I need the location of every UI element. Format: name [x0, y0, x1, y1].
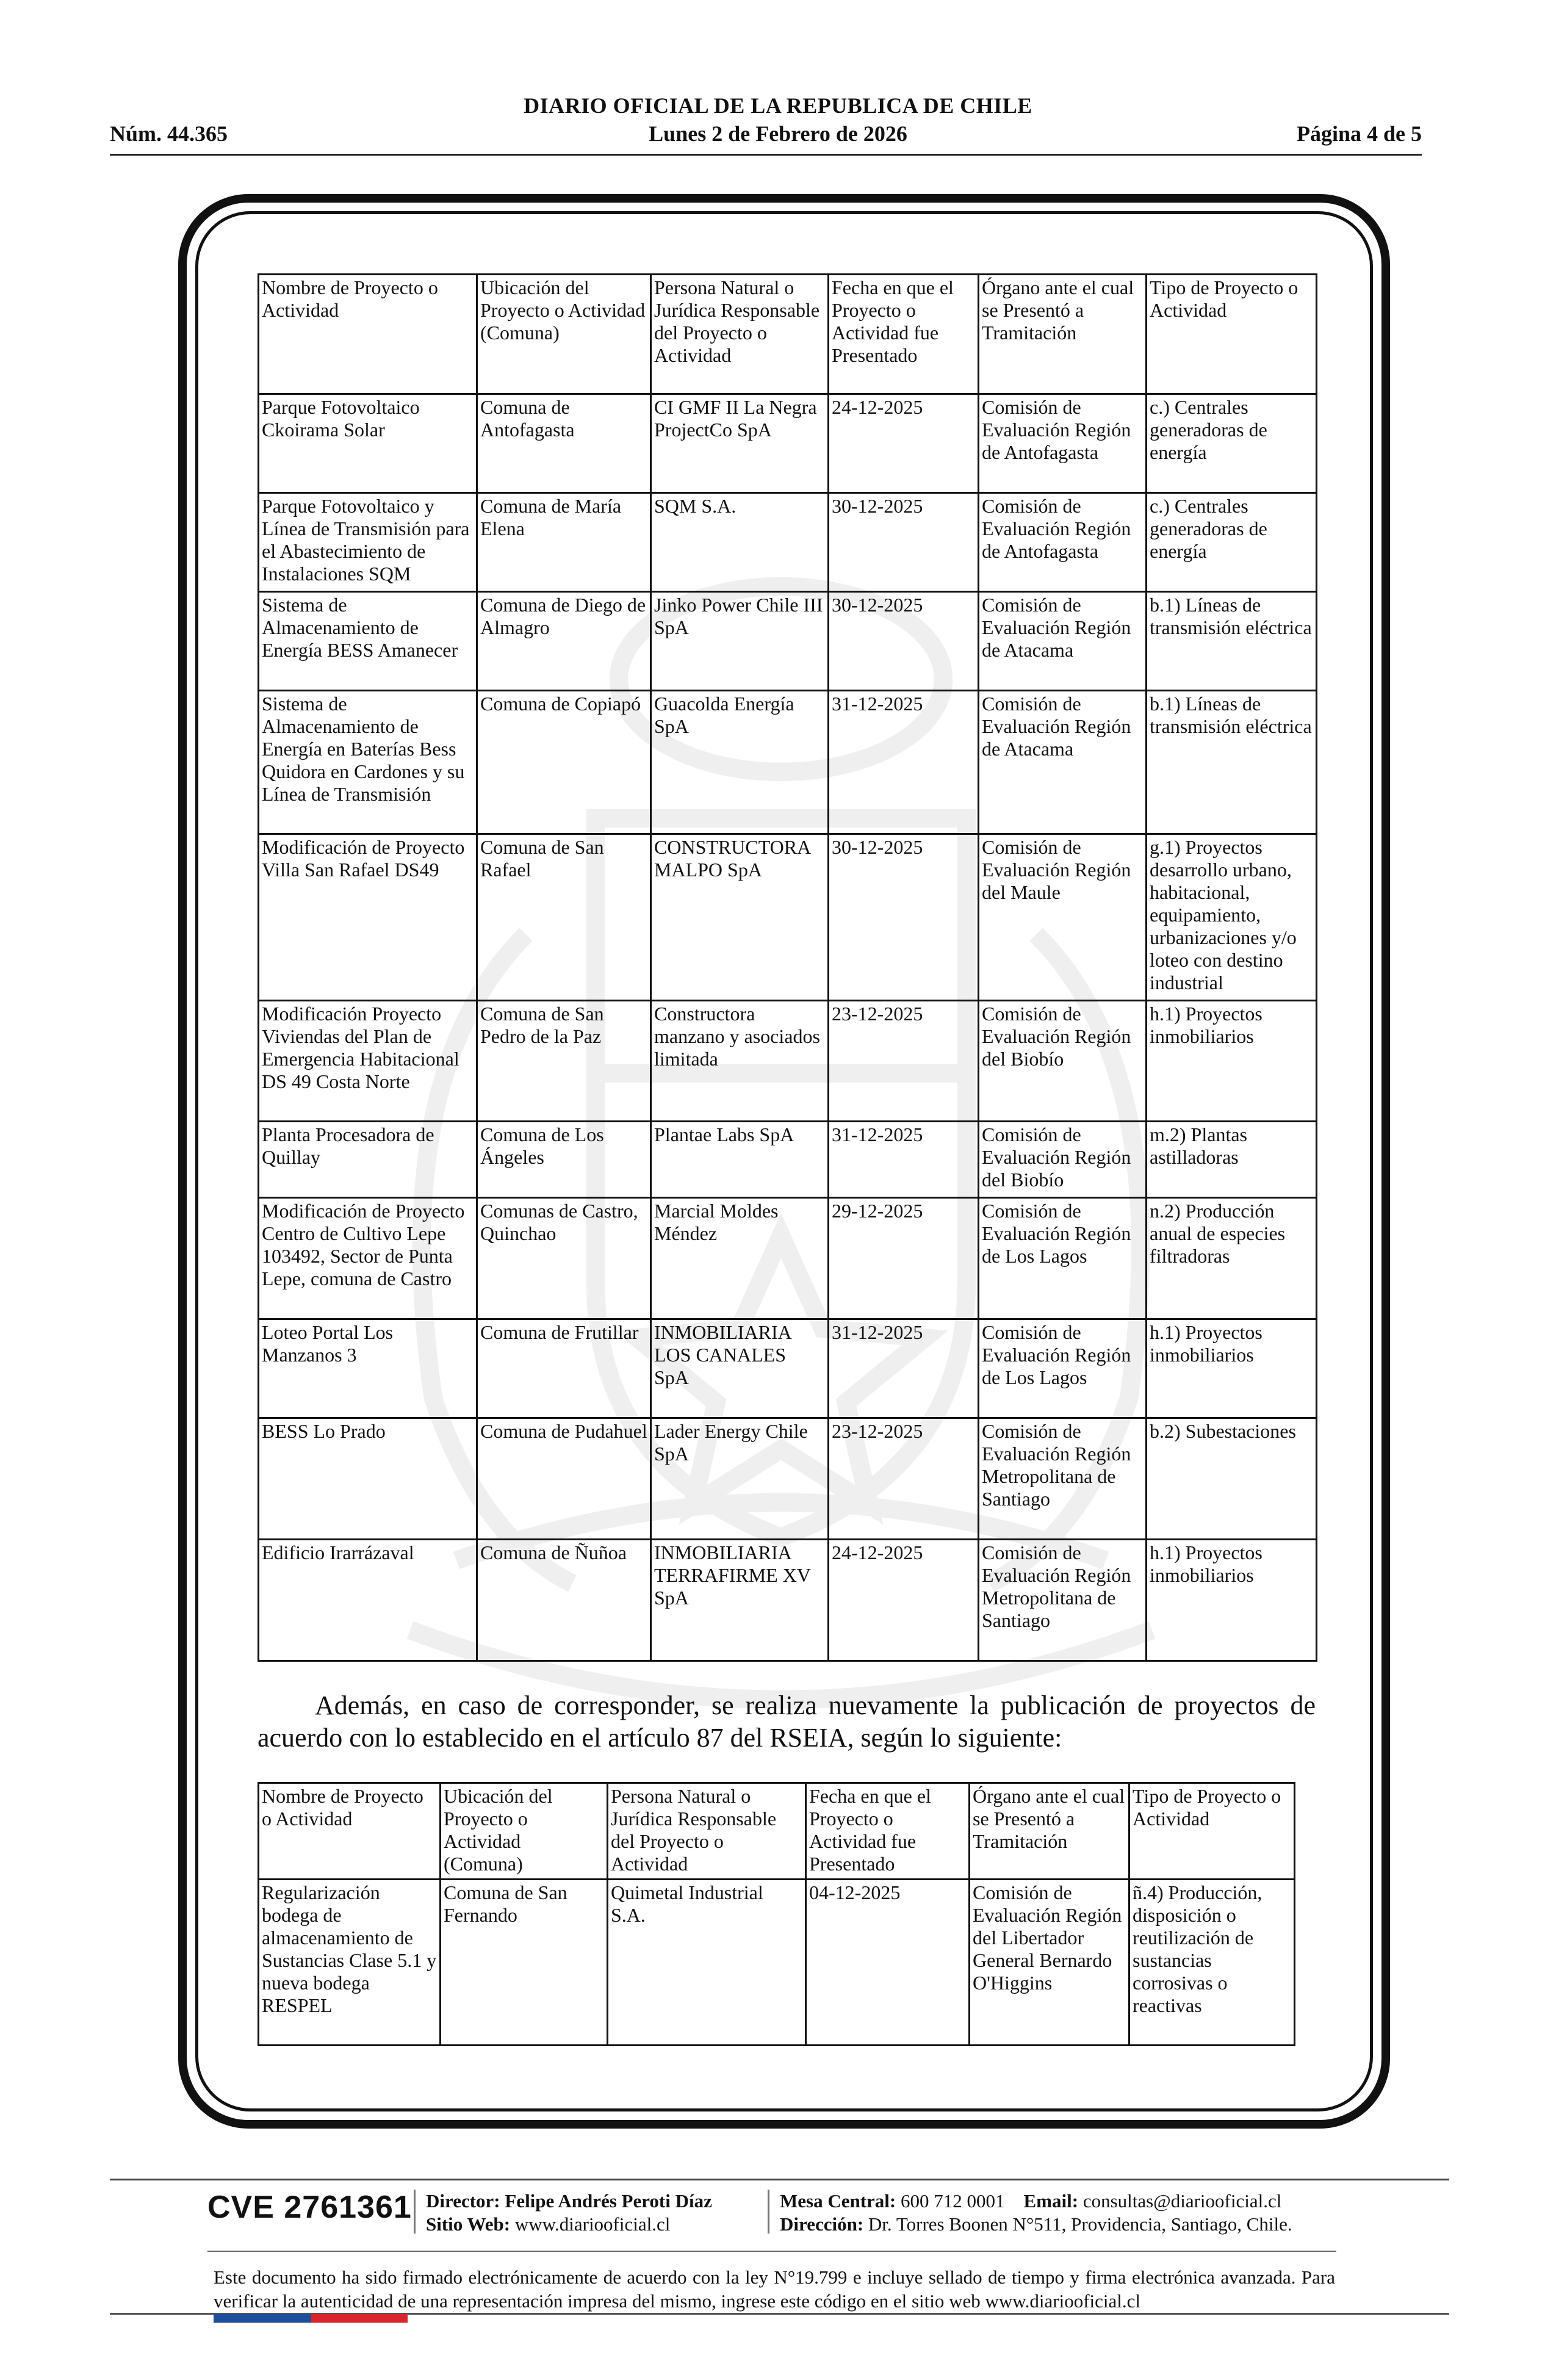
project-date: 23-12-2025 — [829, 1001, 979, 1122]
project-organ: Comisión de Evaluación Región de Los Lagos — [979, 1319, 1147, 1418]
project-organ: Comisión de Evaluación Región Metropolitana de Santiago — [979, 1418, 1147, 1540]
project-owner: SQM S.A. — [651, 493, 829, 592]
projects-table — [258, 273, 1317, 1662]
project-date: 30-12-2025 — [829, 493, 979, 592]
project-type: h.1) Proyectos inmobiliarios — [1147, 1540, 1317, 1661]
project-date: 23-12-2025 — [829, 1418, 979, 1540]
email-label: Email: — [1023, 2190, 1079, 2212]
issue-number: Núm. 44.365 — [110, 121, 228, 146]
header-cell: Nombre de Proyecto o Actividad — [259, 1783, 441, 1880]
page-indicator: Página 4 de 5 — [1296, 121, 1422, 146]
project-owner: INMOBILIARIA TERRAFIRME XV SpA — [651, 1540, 829, 1661]
footer-separator — [414, 2190, 416, 2234]
project-owner: Guacolda Energía SpA — [651, 691, 829, 834]
project-date: 29-12-2025 — [829, 1198, 979, 1319]
project-date: 31-12-2025 — [829, 691, 979, 834]
project-organ: Comisión de Evaluación Región de Los Lagos — [979, 1198, 1147, 1319]
project-organ: Comisión de Evaluación Región del Biobío — [979, 1122, 1147, 1198]
flag-stripe-blue — [214, 2314, 311, 2323]
footer-contact-block — [780, 2190, 1292, 2236]
project-name: Edificio Irarrázaval — [259, 1540, 477, 1661]
project-type: h.1) Proyectos inmobiliarios — [1147, 1001, 1317, 1122]
footer-divider-thin — [207, 2251, 1336, 2252]
art87-paragraph: Además, en caso de corresponder, se realiza nuevamente la publicación de proyectos de acuerdo con lo establecido en el artículo 87 del RSEIA, según lo siguiente: — [258, 1690, 1316, 1753]
project-organ: Comisión de Evaluación Región de Antofagasta — [979, 394, 1147, 493]
project-name: Modificación de Proyecto Centro de Cultivo Lepe 103492, Sector de Punta Lepe, comuna de Castro — [259, 1198, 477, 1319]
header-cell: Órgano ante el cual se Presentó a Tramitación — [970, 1783, 1129, 1880]
project-organ: Comisión de Evaluación Región del Maule — [979, 834, 1147, 1001]
project-type: ñ.4) Producción, disposición o reutilización de sustancias corrosivas o reactivas — [1129, 1880, 1295, 2046]
table-row — [259, 691, 1317, 834]
project-name: Parque Fotovoltaico y Línea de Transmisión para el Abastecimiento de Instalaciones SQM — [259, 493, 477, 592]
project-date: 04-12-2025 — [806, 1880, 970, 2046]
project-location: Comuna de San Rafael — [477, 834, 651, 1001]
project-organ: Comisión de Evaluación Región Metropolitana de Santiago — [979, 1540, 1147, 1661]
project-organ: Comisión de Evaluación Región del Libertador General Bernardo O'Higgins — [970, 1880, 1129, 2046]
table-row — [259, 394, 1317, 493]
project-location: Comuna de San Fernando — [441, 1880, 608, 2046]
project-type: c.) Centrales generadoras de energía — [1147, 493, 1317, 592]
project-date: 30-12-2025 — [829, 834, 979, 1001]
project-date: 24-12-2025 — [829, 1540, 979, 1661]
project-name: Sistema de Almacenamiento de Energía BESS Amanecer — [259, 592, 477, 691]
project-type: b.2) Subestaciones — [1147, 1418, 1317, 1540]
table-row — [259, 1122, 1317, 1198]
project-name: Modificación Proyecto Viviendas del Plan de Emergencia Habitacional DS 49 Costa Norte — [259, 1001, 477, 1122]
issue-date: Lunes 2 de Febrero de 2026 — [649, 121, 907, 146]
project-date: 31-12-2025 — [829, 1122, 979, 1198]
header-cell: Persona Natural o Jurídica Responsable del Proyecto o Actividad — [608, 1783, 806, 1880]
project-date: 30-12-2025 — [829, 592, 979, 691]
project-owner: INMOBILIARIA LOS CANALES SpA — [651, 1319, 829, 1418]
project-type: m.2) Plantas astilladoras — [1147, 1122, 1317, 1198]
header-cell: Tipo de Proyecto o Actividad — [1129, 1783, 1295, 1880]
project-location: Comuna de María Elena — [477, 493, 651, 592]
legal-notice: Este documento ha sido firmado electrónicamente de acuerdo con la ley N°19.799 e incluye sellado de tiempo y firma electrónica avanzada. Para verificar la autenticidad de una representación impresa del mismo, ingrese este código en el sitio web www.diariooficial.cl — [214, 2266, 1335, 2312]
project-location: Comuna de Ñuñoa — [477, 1540, 651, 1661]
art87-projects-table — [258, 1782, 1295, 2046]
project-name: Parque Fotovoltaico Ckoirama Solar — [259, 394, 477, 493]
header-cell: Nombre de Proyecto o Actividad — [259, 275, 477, 394]
table-row — [259, 1319, 1317, 1418]
cve-code: CVE 2761361 — [207, 2190, 412, 2225]
email-link[interactable]: consultas@diariooficial.cl — [1082, 2190, 1282, 2212]
project-owner: CI GMF II La Negra ProjectCo SpA — [651, 394, 829, 493]
project-location: Comuna de Pudahuel — [477, 1418, 651, 1540]
newspaper-title: DIARIO OFICIAL DE LA REPUBLICA DE CHILE — [524, 93, 1032, 118]
header-cell: Tipo de Proyecto o Actividad — [1147, 275, 1317, 394]
project-name: BESS Lo Prado — [259, 1418, 477, 1540]
table-row — [259, 592, 1317, 691]
header-cell: Fecha en que el Proyecto o Actividad fue Presentado — [829, 275, 979, 394]
project-location: Comuna de Copiapó — [477, 691, 651, 834]
table-row — [259, 834, 1317, 1001]
table-header-row — [259, 1783, 1295, 1880]
project-owner: CONSTRUCTORA MALPO SpA — [651, 834, 829, 1001]
table-row — [259, 1198, 1317, 1319]
project-name: Regularización bodega de almacenamiento de Sustancias Clase 5.1 y nueva bodega RESPEL — [259, 1880, 441, 2046]
table-row — [259, 1418, 1317, 1540]
table-row — [259, 1540, 1317, 1661]
flag-stripe-red — [311, 2314, 408, 2323]
director-label: Director: Felipe Andrés Peroti Díaz — [426, 2190, 712, 2212]
project-organ: Comisión de Evaluación Región del Biobío — [979, 1001, 1147, 1122]
website-link[interactable]: www.diariooficial.cl — [514, 2213, 671, 2235]
address-label: Dirección: — [780, 2213, 864, 2235]
project-location: Comuna de Los Ángeles — [477, 1122, 651, 1198]
table-row — [259, 1001, 1317, 1122]
project-location: Comuna de Diego de Almagro — [477, 592, 651, 691]
footer-separator — [768, 2190, 769, 2234]
project-location: Comuna de Antofagasta — [477, 394, 651, 493]
project-location: Comunas de Castro, Quinchao — [477, 1198, 651, 1319]
project-name: Sistema de Almacenamiento de Energía en Baterías Bess Quidora en Cardones y su Línea de Transmisión — [259, 691, 477, 834]
project-owner: Constructora manzano y asociados limitada — [651, 1001, 829, 1122]
project-type: n.2) Producción anual de especies filtradoras — [1147, 1198, 1317, 1319]
project-organ: Comisión de Evaluación Región de Atacama — [979, 691, 1147, 834]
project-location: Comuna de Frutillar — [477, 1319, 651, 1418]
project-location: Comuna de San Pedro de la Paz — [477, 1001, 651, 1122]
project-name: Loteo Portal Los Manzanos 3 — [259, 1319, 477, 1418]
project-type: c.) Centrales generadoras de energía — [1147, 394, 1317, 493]
project-owner: Lader Energy Chile SpA — [651, 1418, 829, 1540]
project-date: 24-12-2025 — [829, 394, 979, 493]
project-type: g.1) Proyectos desarrollo urbano, habitacional, equipamiento, urbanizaciones y/o loteo con destino industrial — [1147, 834, 1317, 1001]
project-type: b.1) Líneas de transmisión eléctrica — [1147, 592, 1317, 691]
project-organ: Comisión de Evaluación Región de Antofagasta — [979, 493, 1147, 592]
header-cell: Órgano ante el cual se Presentó a Tramitación — [979, 275, 1147, 394]
header-cell: Persona Natural o Jurídica Responsable del Proyecto o Actividad — [651, 275, 829, 394]
web-label: Sitio Web: — [426, 2213, 511, 2235]
address-value: Dr. Torres Boonen N°511, Providencia, Santiago, Chile. — [868, 2213, 1292, 2235]
project-type: h.1) Proyectos inmobiliarios — [1147, 1319, 1317, 1418]
project-name: Modificación de Proyecto Villa San Rafael DS49 — [259, 834, 477, 1001]
header-divider — [110, 154, 1422, 156]
project-owner: Jinko Power Chile III SpA — [651, 592, 829, 691]
header-cell: Ubicación del Proyecto o Actividad (Comuna) — [477, 275, 651, 394]
phone-value: 600 712 0001 — [901, 2190, 1005, 2212]
mesa-label: Mesa Central: — [780, 2190, 896, 2212]
header-cell: Ubicación del Proyecto o Actividad (Comuna) — [441, 1783, 608, 1880]
footer-divider — [110, 2179, 1449, 2180]
table-row — [259, 493, 1317, 592]
project-owner: Marcial Moldes Méndez — [651, 1198, 829, 1319]
project-owner: Plantae Labs SpA — [651, 1122, 829, 1198]
project-date: 31-12-2025 — [829, 1319, 979, 1418]
footer-director-block — [426, 2190, 712, 2236]
project-type: b.1) Líneas de transmisión eléctrica — [1147, 691, 1317, 834]
header-cell: Fecha en que el Proyecto o Actividad fue Presentado — [806, 1783, 970, 1880]
project-organ: Comisión de Evaluación Región de Atacama — [979, 592, 1147, 691]
project-owner: Quimetal Industrial S.A. — [608, 1880, 806, 2046]
table-header-row — [259, 275, 1317, 394]
project-name: Planta Procesadora de Quillay — [259, 1122, 477, 1198]
table-row — [259, 1880, 1295, 2046]
